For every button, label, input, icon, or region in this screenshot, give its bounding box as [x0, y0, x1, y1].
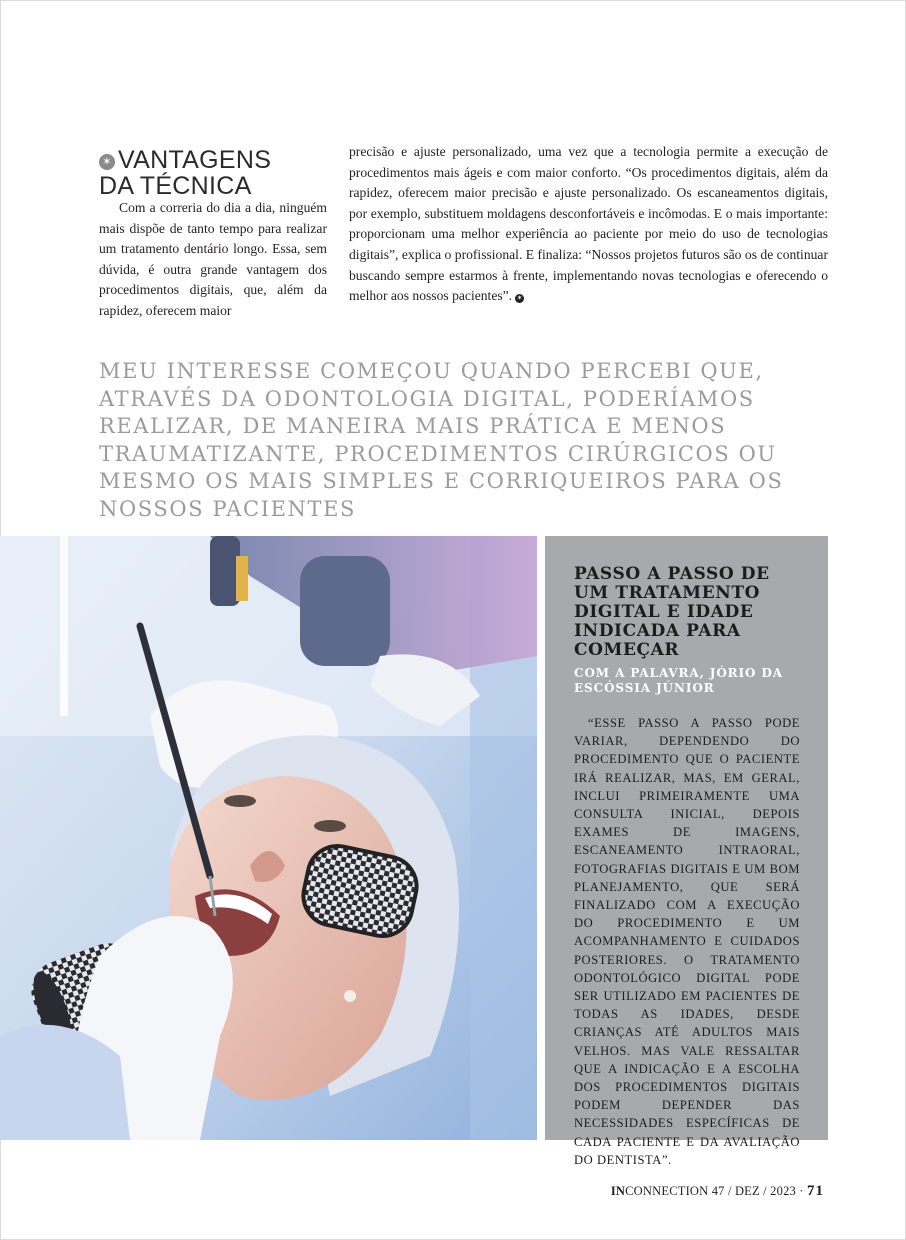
page-footer — [611, 1183, 824, 1200]
left-column-paragraph: Com a correria do dia a dia, ninguém mais dispõe de tanto tempo para realizar um tratamento dentário longo. Essa, sem dúvida, é outra grande vantagem dos procedimentos digitais, que, além da rapidez, oferecem maior — [99, 200, 327, 318]
end-of-article-icon: ✶ — [516, 294, 523, 303]
sidebar-box — [545, 536, 828, 1167]
sidebar-body: “ESSE PASSO A PASSO PODE VARIAR, DEPENDENDO DO PROCEDIMENTO QUE O PACIENTE IRÁ REALIZAR, MAS, EM GERAL, INCLUI PRIMEIRAMENTE UMA CONSULTA INICIAL, DEPOIS EXAMES DE IMAGENS, ESCANEAMENTO INTRAORAL, FOTOGRAFIAS DIGITAIS E UM BOM PLANEJAMENTO, QUE SERÁ FINALIZADO COM A EXECUÇÃO DO PROCEDIMENTO E UM ACOMPANHAMENTO E CUIDADOS POSTERIORES. O TRATAMENTO ODONTOLÓGICO DIGITAL PODE SER UTILIZADO EM PACIENTES DE TODAS AS IDADES, DESDE CRIANÇAS ATÉ ADULTOS MAIS VELHOS. MAS VALE RESSALTAR QUE A INDICAÇÃO E A ESCOLHA DOS PROCEDIMENTOS DIGITAIS PODEM DEPENDER DAS NECESSIDADES ESPECÍFICAS DE CADA PACIENTE E DA AVALIAÇÃO DO DENTISTA”. — [574, 716, 800, 1167]
page-number: 71 — [807, 1183, 824, 1199]
section-heading-line1: VANTAGENS — [118, 146, 272, 174]
sidebar-subtitle: COM A PALAVRA, JÓRIO DA ESCÓSSIA JÚNIOR — [574, 666, 784, 695]
right-column-text: precisão e ajuste personalizado, uma vez que a tecnologia permite a execução de procedimentos mais ágeis e com maior conforto. “Os procedimentos digitais, além da rapidez, oferecem maior precisão e ajuste personalizado. Os escaneamentos digitais, por exemplo, substituem moldagens desconfortáveis e incômodas. E o mais importante: proporcionam uma melhor experiência ao paciente por meio do uso de tecnologias digitais”, explica o profissional. E finaliza: “Nossos projetos futuros são os de continuar buscando sempre estarmos à frente, implementando novas tecnologias e oferecendo o melhor aos nossos pacientes”. — [349, 144, 828, 304]
section-heading — [99, 147, 339, 199]
pull-quote: MEU INTERESSE COMEÇOU QUANDO PERCEBI QUE, ATRAVÉS DA ODONTOLOGIA DIGITAL, PODERÍAMOS REALIZAR, DE MANEIRA MAIS PRÁTICA E MENOS TRAUMATIZANTE, PROCEDIMENTOS CIRÚRGICOS OU MESMO OS MAIS SIMPLES E CORRIQUEIROS PARA OS NOSSOS PACIENTES — [99, 359, 784, 521]
star-bullet-icon: ✶ — [99, 154, 115, 170]
section-heading-line2: DA TÉCNICA — [99, 172, 252, 200]
footer-brand-in: IN — [610, 1184, 626, 1198]
footer-brand-rest: CONNECTION 47 — [625, 1184, 725, 1198]
footer-date: / DEZ / 2023 · — [727, 1184, 804, 1198]
dental-procedure-photo — [0, 536, 537, 1140]
right-column-paragraph — [349, 142, 828, 307]
sidebar-title: PASSO A PASSO DE UM TRATAMENTO DIGITAL E IDADE INDICADA PARA COMEÇAR — [574, 564, 770, 660]
